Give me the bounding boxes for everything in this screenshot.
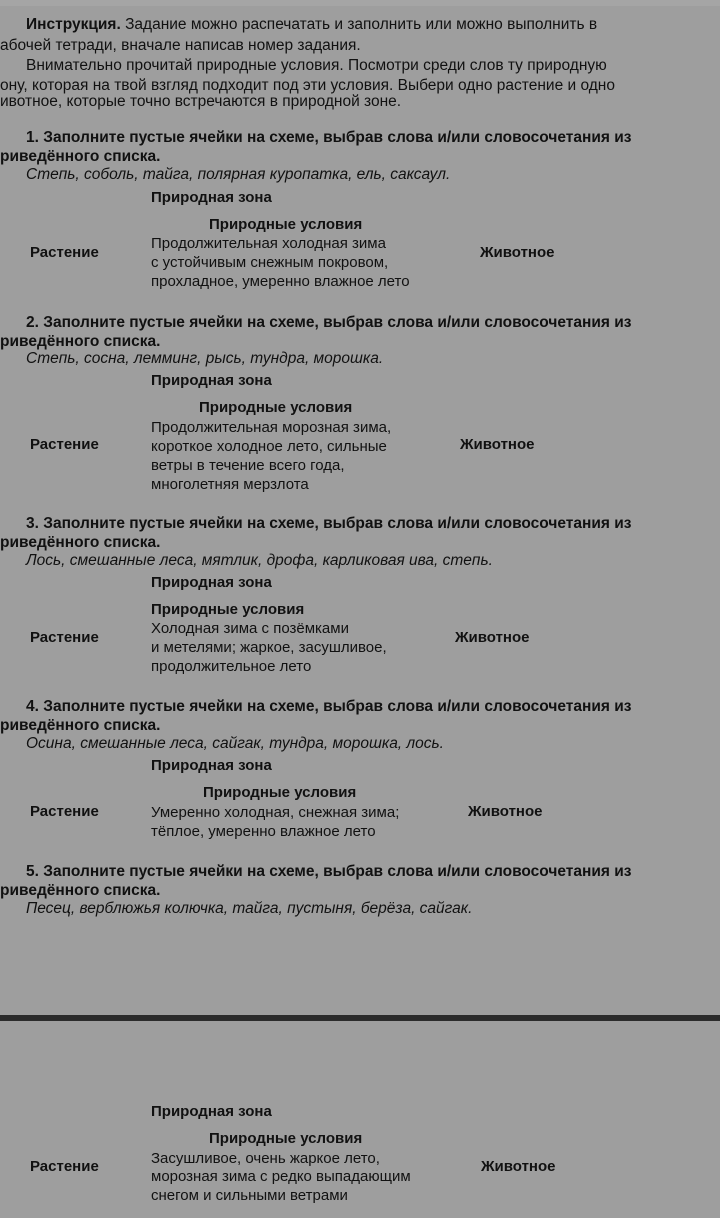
- task-2-conditions-title: Природные условия: [199, 399, 353, 416]
- task-1-conditions-line-3: прохладное, умеренно влажное лето: [151, 273, 410, 290]
- task-1-title-line-1: 1. Заполните пустые ячейки на схеме, выбрав слова и/или словосочетания из: [26, 129, 632, 146]
- instruction-line-5: ивотное, которые точно встречаются в природной зоне.: [0, 93, 402, 110]
- task-5-conditions-line-2: морозная зима с редко выпадающим: [151, 1168, 411, 1185]
- task-2-zone-label: Природная зона: [151, 372, 272, 389]
- task-5-conditions-line-3: снегом и сильными ветрами: [151, 1187, 348, 1204]
- task-5-conditions-line-1: Засушливое, очень жаркое лето,: [151, 1150, 380, 1167]
- task-3-conditions-line-1: Холодная зима с позёмками: [151, 620, 349, 637]
- task-1-animal-label: Животное: [480, 244, 555, 261]
- instruction-line-3: Внимательно прочитай природные условия. Посмотри среди слов ту природную: [26, 57, 607, 74]
- task-3-title-line-1: 3. Заполните пустые ячейки на схеме, выбрав слова и/или словосочетания из: [26, 515, 632, 532]
- task-5-word-list: Песец, верблюжья колючка, тайга, пустыня, берёза, сайгак.: [26, 900, 473, 917]
- task-1-plant-label: Растение: [30, 244, 99, 261]
- task-4-conditions-title: Природные условия: [203, 784, 357, 801]
- instruction-line-4: ону, которая на твой взгляд подходит под эти условия. Выбери одно растение и одно: [0, 77, 615, 94]
- task-3-word-list: Лось, смешанные леса, мятлик, дрофа, карликовая ива, степь.: [26, 552, 493, 569]
- instruction-label: Инструкция.: [26, 16, 121, 33]
- page-divider: [0, 1015, 720, 1021]
- task-4-conditions-line-2: тёплое, умеренно влажное лето: [151, 823, 376, 840]
- task-5-title-line-2: риведённого списка.: [0, 882, 161, 899]
- top-strip: [0, 0, 720, 6]
- instruction-line-1: [26, 15, 597, 35]
- task-1-word-list: Степь, соболь, тайга, полярная куропатка, ель, саксаул.: [26, 166, 451, 183]
- task-2-conditions-line-1: Продолжительная морозная зима,: [151, 419, 392, 436]
- task-5-animal-label: Животное: [481, 1158, 556, 1175]
- task-1-title-line-2: риведённого списка.: [0, 148, 161, 165]
- task-1-conditions-title: Природные условия: [209, 216, 363, 233]
- task-2-title-line-2: риведённого списка.: [0, 333, 161, 350]
- task-1-conditions-line-1: Продолжительная холодная зима: [151, 235, 386, 252]
- task-2-conditions-line-3: ветры в течение всего года,: [151, 457, 345, 474]
- task-3-zone-label: Природная зона: [151, 574, 272, 591]
- task-3-plant-label: Растение: [30, 629, 99, 646]
- task-1-zone-label: Природная зона: [151, 189, 272, 206]
- instruction-line-2: абочей тетради, вначале написав номер задания.: [0, 37, 361, 54]
- task-4-word-list: Осина, смешанные леса, сайгак, тундра, морошка, лось.: [26, 735, 444, 752]
- task-2-word-list: Степь, сосна, лемминг, рысь, тундра, морошка.: [26, 350, 384, 367]
- task-4-title-line-2: риведённого списка.: [0, 717, 161, 734]
- task-3-conditions-line-3: продолжительное лето: [151, 658, 312, 675]
- task-2-title-line-1: 2. Заполните пустые ячейки на схеме, выбрав слова и/или словосочетания из: [26, 314, 632, 331]
- task-3-title-line-2: риведённого списка.: [0, 534, 161, 551]
- task-2-animal-label: Животное: [460, 436, 535, 453]
- task-4-conditions-line-1: Умеренно холодная, снежная зима;: [151, 804, 400, 821]
- task-4-animal-label: Животное: [468, 803, 543, 820]
- task-3-conditions-line-2: и метелями; жаркое, засушливое,: [151, 639, 387, 656]
- task-2-plant-label: Растение: [30, 436, 99, 453]
- task-5-zone-label: Природная зона: [151, 1103, 272, 1120]
- task-3-conditions-title: Природные условия: [151, 601, 305, 618]
- task-5-plant-label: Растение: [30, 1158, 99, 1175]
- task-3-animal-label: Животное: [455, 629, 530, 646]
- task-2-conditions-line-2: короткое холодное лето, сильные: [151, 438, 387, 455]
- task-4-title-line-1: 4. Заполните пустые ячейки на схеме, выбрав слова и/или словосочетания из: [26, 698, 632, 715]
- task-4-zone-label: Природная зона: [151, 757, 272, 774]
- instruction-line-1-text: Задание можно распечатать и заполнить или можно выполнить в: [120, 16, 598, 33]
- task-2-conditions-line-4: многолетняя мерзлота: [151, 476, 309, 493]
- task-5-conditions-title: Природные условия: [209, 1130, 363, 1147]
- task-5-title-line-1: 5. Заполните пустые ячейки на схеме, выбрав слова и/или словосочетания из: [26, 863, 632, 880]
- task-4-plant-label: Растение: [30, 803, 99, 820]
- task-1-conditions-line-2: с устойчивым снежным покровом,: [151, 254, 389, 271]
